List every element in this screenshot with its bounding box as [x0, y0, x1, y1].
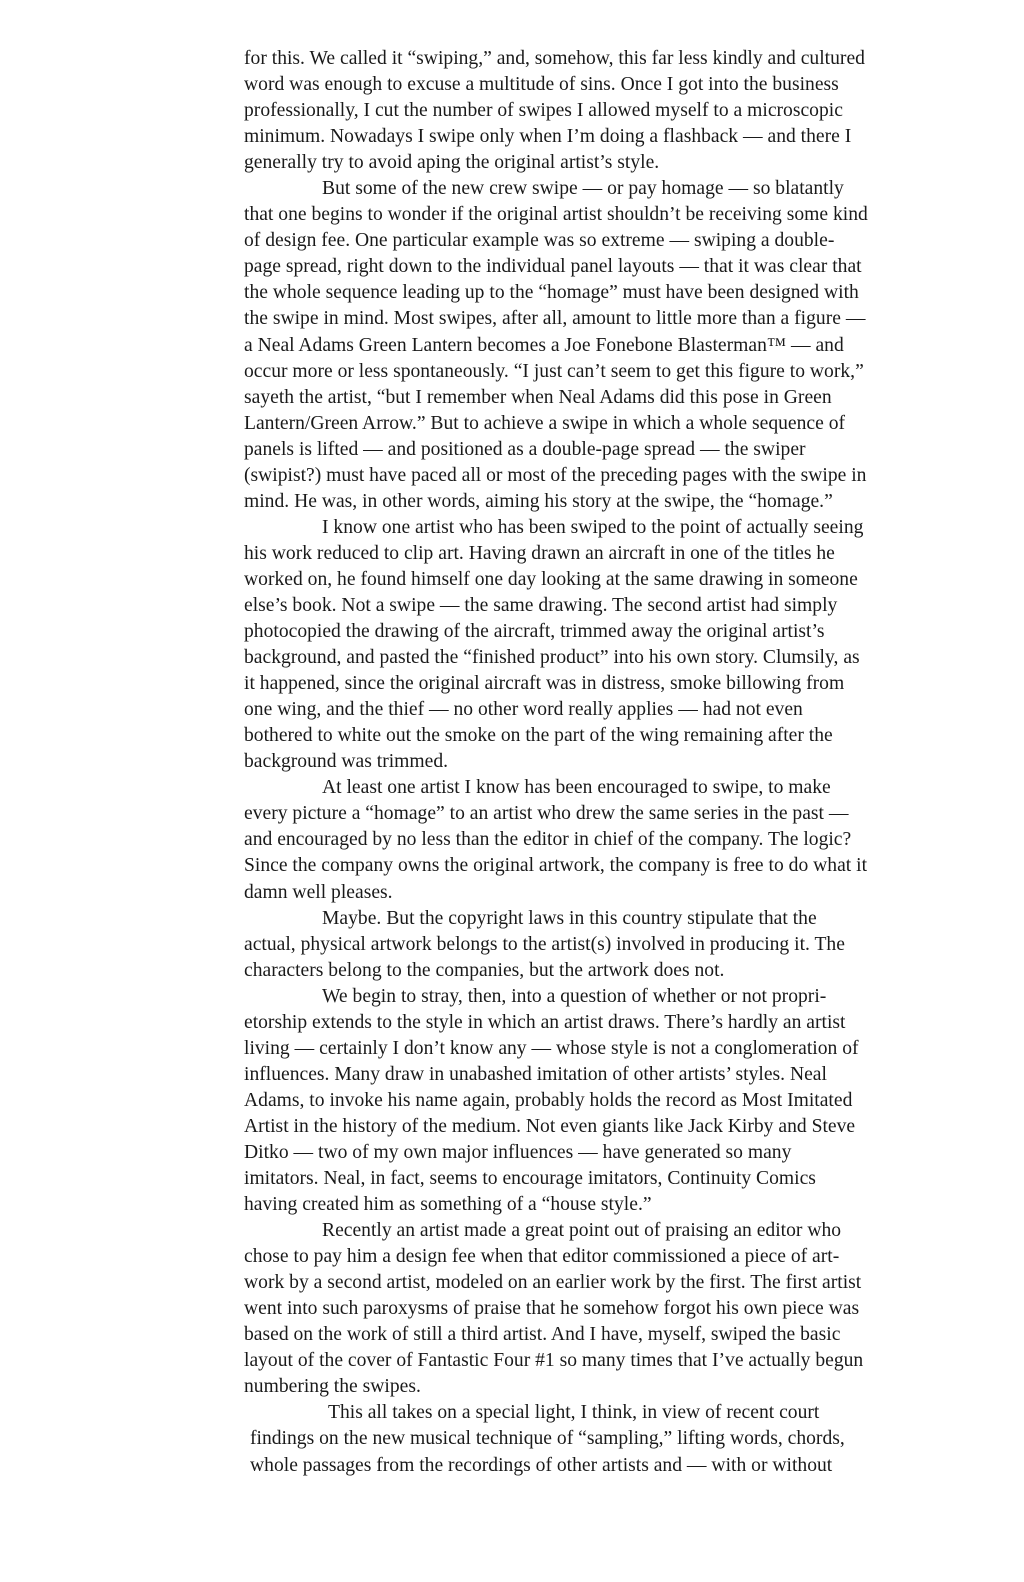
paragraph-encouraged: At least one artist I know has been encouraged to swipe, to make every picture a “homage” to an artist who drew the same series in the past — and encouraged by no less than the editor in chief of the company. The logic? Since the company owns the original artwork, the company is free to do what it damn well pleases.	[244, 777, 868, 903]
paragraph-homage: But some of the new crew swipe — or pay homage — so blatantly that one begins to wonder if the original artist shouldn’t be receiving some kind of design fee. One particular example was so extreme — swiping a double-page spread, right down to the individual panel layouts — that it was clear that the whole sequence leading up to the “homage” must have been designed with the swipe in mind. Most swipes, after all, amount to little more than a figure — a Neal Adams Green Lantern becomes a Joe Fonebone Blasterman™ — and occur more or less spontaneously. “I just can’t seem to get this figure to work,” sayeth the artist, “but I remember when Neal Adams did this pose in Green Lantern/Green Arrow.” But to achieve a swipe in which a whole sequence of panels is lifted — and positioned as a double-page spread — the swiper (swipist?) must have paced all or most of the preceding pages with the swipe in mind. He was, in other words, aiming his story at the swipe, the “homage.”	[244, 178, 868, 512]
paragraph-design-fee: Recently an artist made a great point out of praising an editor who chose to pay him a design fee when that editor commissioned a piece of artwork by a second artist, modeled on an earlier work by the first. The first artist went into such paroxysms of praise that he somehow forgot his own piece was based on the work of still a third artist. And I have, myself, swiped the basic layout of the cover of Fantastic Four #1 so many times that I’ve actually begun numbering the swipes.	[244, 1220, 864, 1398]
paragraph-swiping-intro: for this. We called it “swiping,” and, somehow, this far less kindly and cultured word was enough to excuse a multitude of sins. Once I got into the business professionally, I cut the number of swipes I allowed myself to a microscopic minimum. Nowadays I swipe only when I’m doing a flashback — and there I generally try to avoid aping the original artist’s style.	[244, 48, 865, 174]
paragraph-clip-art: I know one artist who has been swiped to the point of actually seeing his work reduced to clip art. Having drawn an aircraft in one of the titles he worked on, he found himself one day looking at the same drawing in someone else’s book. Not a swipe — the same drawing. The second artist had simply photocopied the drawing of the aircraft, trimmed away the original artist’s background, and pasted the “finished product” into his own story. Clumsily, as it happened, since the original aircraft was in distress, smoke billowing from one wing, and the thief — no other word really applies — had not even bothered to white out the smoke on the part of the wing remaining after the background was trimmed.	[244, 516, 864, 773]
document-page	[244, 46, 870, 1479]
paragraph-copyright: Maybe. But the copyright laws in this country stipulate that the actual, physical artwork belongs to the artist(s) involved in producing it. The characters belong to the companies, but the artwork does not.	[244, 907, 845, 981]
paragraph-sampling: This all takes on a special light, I think, in view of recent court findings on the new musical technique of “sampling,” lifting words, chords, whole passages from the recordings of other artists and — with or without	[250, 1402, 845, 1476]
paragraph-proprietorship: We begin to stray, then, into a question of whether or not proprietorship extends to the style in which an artist draws. There’s hardly an artist living — certainly I don’t know any — whose style is not a conglomeration of influences. Many draw in unabashed imitation of other artists’ styles. Neal Adams, to invoke his name again, probably holds the record as Most Imitated Artist in the history of the medium. Not even giants like Jack Kirby and Steve Ditko — two of my own major influences — have generated so many imitators. Neal, in fact, seems to encourage imitators, Continuity Comics having created him as something of a “house style.”	[244, 985, 859, 1216]
